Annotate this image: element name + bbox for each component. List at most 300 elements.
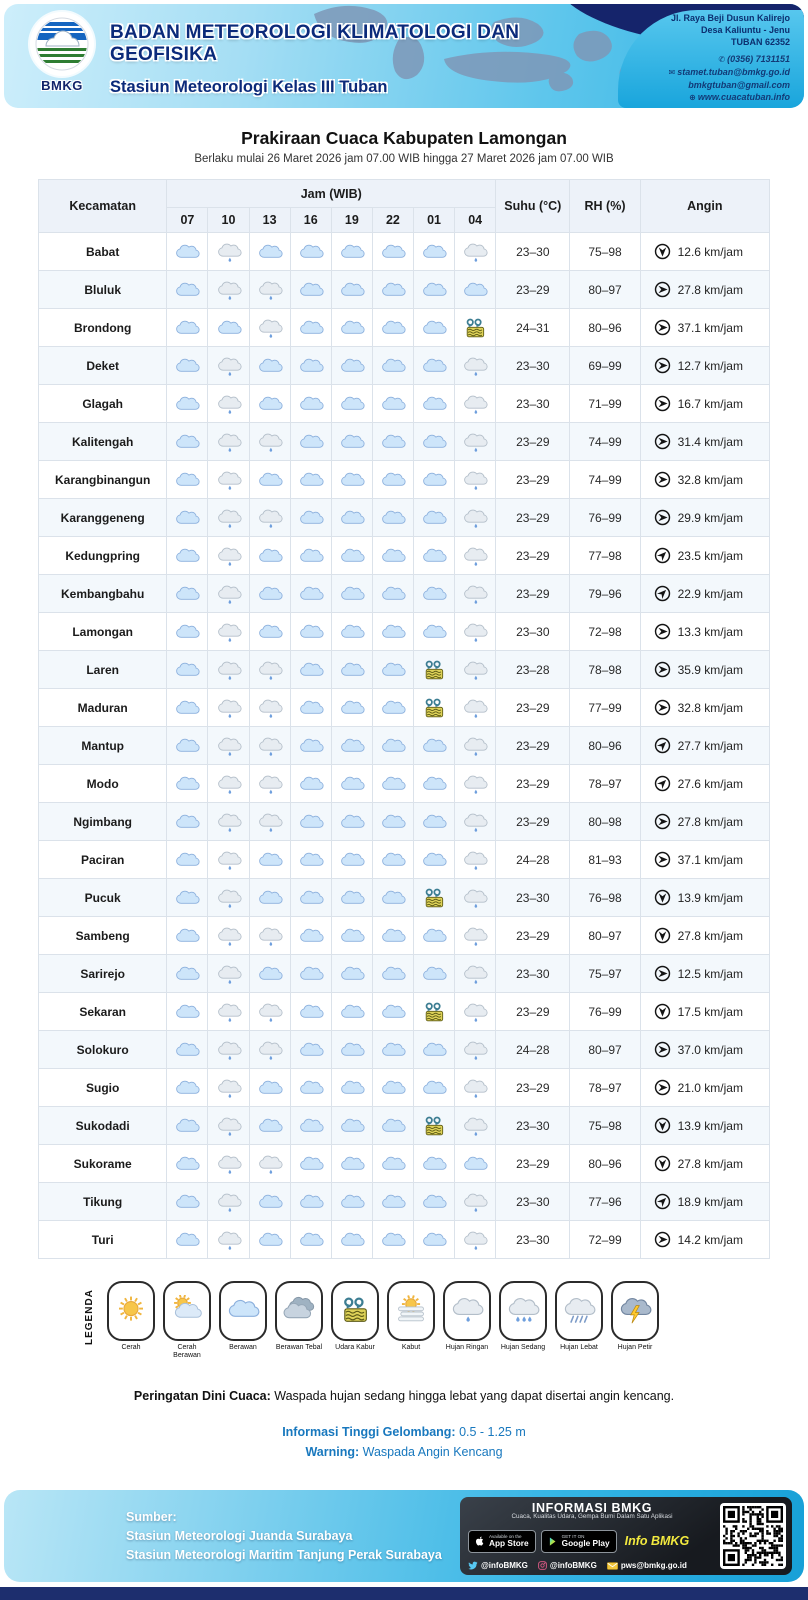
hujan-ringan-icon — [216, 586, 242, 600]
hujan-ringan-icon — [216, 1118, 242, 1132]
hujan-ringan-icon — [216, 1232, 242, 1246]
mail-icon: ✉ — [668, 68, 676, 78]
hujan-ringan-icon — [462, 1042, 488, 1056]
weather-cell — [372, 727, 413, 765]
hujan-ringan-icon — [257, 1004, 283, 1018]
weather-cell — [372, 423, 413, 461]
suhu-cell: 23–29 — [496, 1145, 570, 1183]
berawan-icon — [174, 776, 200, 790]
wind-speed: 22.9 km/jam — [677, 586, 743, 601]
berawan-icon — [339, 1194, 365, 1208]
berawan-icon — [380, 358, 406, 372]
wind-direction-icon — [654, 509, 671, 526]
rh-cell: 78–97 — [570, 765, 640, 803]
page-title: Prakiraan Cuaca Kabupaten Lamongan — [241, 128, 567, 148]
weather-cell — [455, 689, 496, 727]
berawan-icon — [257, 244, 283, 258]
weather-cell — [290, 1031, 331, 1069]
wind-speed: 27.6 km/jam — [677, 776, 743, 791]
berawan-icon — [174, 510, 200, 524]
kecamatan-cell: Laren — [39, 651, 167, 689]
legend-item-label: Hujan Ringan — [445, 1344, 489, 1351]
berawan-icon — [298, 548, 324, 562]
wind-direction-icon — [654, 319, 671, 336]
weather-cell — [455, 651, 496, 689]
weather-cell — [167, 841, 208, 879]
informasi-bmkg-content — [468, 1501, 716, 1571]
hujan-ringan-icon — [462, 852, 488, 866]
legend — [84, 1281, 808, 1359]
rh-cell: 78–97 — [570, 1069, 640, 1107]
weather-cell — [372, 309, 413, 347]
weather-cell — [249, 917, 290, 955]
berawan-icon — [421, 1232, 447, 1246]
weather-cell — [331, 1031, 372, 1069]
appstore-badge[interactable]: Available on the App Store — [468, 1530, 536, 1553]
weather-cell — [372, 651, 413, 689]
kecamatan-cell: Pucuk — [39, 879, 167, 917]
berawan-icon — [174, 662, 200, 676]
wind-direction-icon — [654, 471, 671, 488]
rh-cell: 80–96 — [570, 727, 640, 765]
weather-cell — [249, 1183, 290, 1221]
legend-item — [219, 1281, 267, 1359]
weather-cell — [249, 1069, 290, 1107]
weather-cell — [208, 803, 249, 841]
berawan-icon — [339, 396, 365, 410]
weather-cell — [414, 1031, 455, 1069]
wind-direction-icon — [654, 395, 671, 412]
bottom-navy-bar — [0, 1587, 808, 1600]
hujan-ringan-icon — [257, 1156, 283, 1170]
weather-cell — [331, 765, 372, 803]
angin-cell — [640, 385, 769, 423]
udara-kabur-icon — [338, 1294, 372, 1329]
weather-cell — [414, 575, 455, 613]
hujan-ringan-icon — [216, 662, 242, 676]
weather-cell — [455, 309, 496, 347]
kecamatan-cell: Deket — [39, 347, 167, 385]
berawan-icon — [298, 244, 324, 258]
envelope-icon — [607, 1562, 618, 1570]
legend-items — [107, 1281, 659, 1359]
legend-item — [443, 1281, 491, 1359]
weather-cell — [372, 271, 413, 309]
berawan-icon — [339, 776, 365, 790]
footer-banner — [4, 1490, 804, 1582]
weather-cell — [208, 1145, 249, 1183]
app-badges — [468, 1530, 716, 1553]
angin-cell — [640, 1107, 769, 1145]
rh-cell: 75–98 — [570, 233, 640, 271]
weather-cell — [208, 499, 249, 537]
weather-cell — [372, 613, 413, 651]
kecamatan-cell: Karangbinangun — [39, 461, 167, 499]
weather-cell — [331, 1183, 372, 1221]
hujan-ringan-icon — [257, 662, 283, 676]
weather-cell — [372, 1069, 413, 1107]
udara-kabur-icon — [462, 320, 488, 334]
weather-cell — [208, 765, 249, 803]
berawan-icon — [339, 1080, 365, 1094]
hujan-ringan-icon — [462, 1118, 488, 1132]
berawan-icon — [421, 320, 447, 334]
forecast-tbody — [39, 233, 770, 1259]
weather-cell — [290, 233, 331, 271]
weather-cell — [414, 1221, 455, 1259]
berawan-icon — [339, 434, 365, 448]
weather-cell — [372, 689, 413, 727]
hujan-ringan-icon — [462, 700, 488, 714]
early-warning-label: Peringatan Dini Cuaca: — [133, 1389, 271, 1404]
berawan-icon — [174, 1042, 200, 1056]
berawan-icon — [298, 472, 324, 486]
berawan-icon — [380, 928, 406, 942]
wind-speed: 37.0 km/jam — [677, 1042, 743, 1057]
berawan-icon — [380, 282, 406, 296]
berawan-icon — [298, 662, 324, 676]
wind-speed: 13.3 km/jam — [677, 624, 743, 639]
berawan-icon — [421, 244, 447, 258]
instagram-handle[interactable]: @infoBMKG — [538, 1561, 597, 1570]
wind-speed: 13.9 km/jam — [677, 890, 743, 905]
berawan-icon — [421, 358, 447, 372]
suhu-cell: 23–29 — [496, 271, 570, 309]
berawan-icon — [339, 1004, 365, 1018]
berawan-icon — [421, 814, 447, 828]
footer-wrap — [0, 1490, 808, 1600]
weather-cell — [455, 765, 496, 803]
hujan-lebat-icon — [562, 1292, 596, 1331]
weather-cell — [455, 917, 496, 955]
website-line: ⊕ www.cuacatuban.info — [689, 92, 790, 103]
play-icon — [548, 1536, 558, 1547]
berawan-icon — [339, 738, 365, 752]
wind-speed: 12.7 km/jam — [677, 358, 743, 373]
angin-cell — [640, 233, 769, 271]
legend-item-label: Udara Kabur — [335, 1344, 375, 1351]
weather-cell — [414, 1183, 455, 1221]
berawan-icon — [421, 966, 447, 980]
kecamatan-cell: Sekaran — [39, 993, 167, 1031]
suhu-cell: 23–30 — [496, 1183, 570, 1221]
weather-cell — [167, 765, 208, 803]
wind-direction-icon — [654, 433, 671, 450]
googleplay-badge[interactable]: GET IT ON Google Play — [541, 1530, 617, 1553]
hujan-ringan-icon — [216, 434, 242, 448]
weather-cell — [290, 271, 331, 309]
weather-cell — [249, 993, 290, 1031]
wind-direction-icon — [654, 661, 671, 678]
weather-cell — [249, 461, 290, 499]
suhu-cell: 23–29 — [496, 993, 570, 1031]
weather-cell — [290, 917, 331, 955]
berawan-icon — [380, 396, 406, 410]
suhu-cell: 23–30 — [496, 955, 570, 993]
weather-cell — [167, 993, 208, 1031]
berawan-icon — [421, 928, 447, 942]
weather-cell — [290, 309, 331, 347]
berawan-icon — [339, 1232, 365, 1246]
kecamatan-cell: Bluluk — [39, 271, 167, 309]
hujan-ringan-icon — [216, 282, 242, 296]
suhu-cell: 23–30 — [496, 233, 570, 271]
hujan-ringan-icon — [216, 472, 242, 486]
weather-cell — [167, 689, 208, 727]
email-handle[interactable]: pws@bmkg.go.id — [607, 1561, 687, 1570]
legend-item — [275, 1281, 323, 1359]
berawan-icon — [339, 244, 365, 258]
hujan-ringan-icon — [216, 396, 242, 410]
berawan-icon — [380, 472, 406, 486]
legend-item — [555, 1281, 603, 1359]
weather-cell — [372, 1183, 413, 1221]
berawan-icon — [421, 1194, 447, 1208]
berawan-icon — [298, 510, 324, 524]
legend-icon-box — [331, 1281, 379, 1341]
wind-speed: 31.4 km/jam — [677, 434, 743, 449]
berawan-icon — [380, 1004, 406, 1018]
info-bmkg-label: Info BMKG — [624, 1534, 690, 1548]
table-row — [39, 1031, 770, 1069]
weather-cell — [249, 955, 290, 993]
weather-cell — [414, 1145, 455, 1183]
weather-cell — [372, 803, 413, 841]
weather-cell — [455, 1031, 496, 1069]
angin-cell — [640, 1031, 769, 1069]
table-row — [39, 765, 770, 803]
legend-item-label: Cerah — [121, 1344, 141, 1351]
weather-cell — [331, 309, 372, 347]
weather-cell — [331, 651, 372, 689]
hujan-ringan-icon — [257, 434, 283, 448]
rh-cell: 72–99 — [570, 1221, 640, 1259]
weather-cell — [372, 1221, 413, 1259]
berawan-icon — [421, 510, 447, 524]
berawan-icon — [174, 320, 200, 334]
hujan-ringan-icon — [257, 282, 283, 296]
address-line: Jl. Raya Beji Dusun Kalirejo — [670, 13, 790, 23]
weather-cell — [249, 271, 290, 309]
rh-cell: 77–98 — [570, 537, 640, 575]
angin-cell — [640, 689, 769, 727]
berawan-icon — [339, 358, 365, 372]
weather-cell — [249, 423, 290, 461]
source-label: Sumber: — [126, 1510, 177, 1524]
rh-cell: 75–97 — [570, 955, 640, 993]
bmkg-logo-icon — [34, 16, 90, 72]
legend-icon-box — [443, 1281, 491, 1341]
table-row — [39, 1183, 770, 1221]
weather-cell — [249, 309, 290, 347]
weather-cell — [331, 271, 372, 309]
berawan-icon — [421, 1080, 447, 1094]
weather-cell — [249, 233, 290, 271]
udara-kabur-icon — [421, 890, 447, 904]
table-row — [39, 689, 770, 727]
source-line: Stasiun Meteorologi Juanda Surabaya — [126, 1528, 353, 1543]
weather-cell — [331, 727, 372, 765]
weather-cell — [208, 423, 249, 461]
weather-cell — [455, 537, 496, 575]
table-row — [39, 537, 770, 575]
rh-cell: 74–99 — [570, 423, 640, 461]
weather-cell — [290, 689, 331, 727]
weather-cell — [372, 537, 413, 575]
globe-icon: ⊕ — [689, 93, 696, 103]
weather-cell — [455, 613, 496, 651]
legend-icon-box — [387, 1281, 435, 1341]
weather-cell — [290, 727, 331, 765]
wind-direction-icon — [654, 243, 671, 260]
weather-cell — [414, 613, 455, 651]
weather-cell — [208, 651, 249, 689]
hujan-ringan-icon — [257, 738, 283, 752]
berawan-icon — [380, 966, 406, 980]
weather-cell — [167, 1183, 208, 1221]
legend-icon-box — [611, 1281, 659, 1341]
weather-cell — [208, 1107, 249, 1145]
angin-cell — [640, 1069, 769, 1107]
berawan-icon — [174, 1080, 200, 1094]
weather-cell — [455, 347, 496, 385]
weather-cell — [414, 537, 455, 575]
instagram-icon — [538, 1561, 547, 1570]
legend-item-label: Hujan Lebat — [560, 1344, 598, 1351]
wind-speed: 27.8 km/jam — [677, 814, 743, 829]
kecamatan-cell: Sukodadi — [39, 1107, 167, 1145]
wind-direction-icon — [654, 623, 671, 640]
weather-cell — [208, 347, 249, 385]
angin-cell — [640, 499, 769, 537]
berawan-icon — [421, 434, 447, 448]
table-row — [39, 993, 770, 1031]
phone-icon: ✆ — [718, 55, 726, 65]
rh-cell: 76–98 — [570, 879, 640, 917]
berawan-icon — [174, 282, 200, 296]
hujan-ringan-icon — [462, 586, 488, 600]
kecamatan-cell: Sukorame — [39, 1145, 167, 1183]
weather-cell — [455, 993, 496, 1031]
berawan-icon — [298, 1232, 324, 1246]
weather-cell — [372, 1107, 413, 1145]
weather-cell — [372, 385, 413, 423]
suhu-cell: 23–30 — [496, 1107, 570, 1145]
weather-cell — [414, 765, 455, 803]
berawan-icon — [421, 548, 447, 562]
hujan-ringan-icon — [462, 624, 488, 638]
berawan-icon — [380, 1194, 406, 1208]
hujan-ringan-icon — [216, 1004, 242, 1018]
legend-icon-box — [163, 1281, 211, 1341]
weather-cell — [455, 461, 496, 499]
table-row — [39, 803, 770, 841]
suhu-cell: 23–29 — [496, 1069, 570, 1107]
angin-cell — [640, 803, 769, 841]
berawan-icon — [174, 928, 200, 942]
weather-cell — [290, 499, 331, 537]
weather-cell — [208, 385, 249, 423]
berawan-icon — [380, 890, 406, 904]
berawan-icon — [174, 738, 200, 752]
hujan-sedang-icon — [506, 1292, 540, 1331]
berawan-icon — [380, 1232, 406, 1246]
weather-cell — [208, 841, 249, 879]
twitter-handle[interactable]: @infoBMKG — [468, 1561, 528, 1570]
weather-cell — [208, 233, 249, 271]
rh-cell: 76–99 — [570, 499, 640, 537]
weather-cell — [455, 727, 496, 765]
table-row — [39, 233, 770, 271]
weather-cell — [414, 1107, 455, 1145]
weather-cell — [208, 461, 249, 499]
kecamatan-cell: Sugio — [39, 1069, 167, 1107]
station-name: Stasiun Meteorologi Kelas III Tuban — [110, 78, 388, 96]
hujan-ringan-icon — [216, 1194, 242, 1208]
kecamatan-cell: Modo — [39, 765, 167, 803]
berawan-icon — [257, 586, 283, 600]
source-block — [126, 1508, 442, 1564]
legend-icon-box — [555, 1281, 603, 1341]
apple-icon — [475, 1535, 485, 1547]
berawan-icon — [339, 1156, 365, 1170]
weather-cell — [331, 1145, 372, 1183]
weather-cell — [290, 613, 331, 651]
table-row — [39, 613, 770, 651]
hujan-ringan-icon — [462, 1004, 488, 1018]
wind-speed: 21.0 km/jam — [677, 1080, 743, 1095]
weather-cell — [414, 385, 455, 423]
angin-cell — [640, 347, 769, 385]
hujan-ringan-icon — [462, 928, 488, 942]
berawan-icon — [380, 1080, 406, 1094]
table-row — [39, 1107, 770, 1145]
weather-cell — [455, 803, 496, 841]
table-row — [39, 879, 770, 917]
angin-cell — [640, 841, 769, 879]
berawan-icon — [174, 966, 200, 980]
angin-cell — [640, 765, 769, 803]
wind-speed: 14.2 km/jam — [677, 1232, 743, 1247]
hujan-ringan-icon — [462, 472, 488, 486]
berawan-icon — [298, 814, 324, 828]
wind-speed: 12.5 km/jam — [677, 966, 743, 981]
wind-direction-icon — [654, 1155, 671, 1172]
weather-cell — [331, 1069, 372, 1107]
weather-cell — [331, 461, 372, 499]
weather-cell — [249, 347, 290, 385]
hujan-ringan-icon — [216, 358, 242, 372]
wind-speed: 16.7 km/jam — [677, 396, 743, 411]
hour-header: 22 — [372, 208, 413, 233]
table-row — [39, 917, 770, 955]
rh-cell: 79–96 — [570, 575, 640, 613]
suhu-cell: 24–28 — [496, 841, 570, 879]
berawan-icon — [421, 852, 447, 866]
berawan-icon — [174, 890, 200, 904]
kecamatan-cell: Ngimbang — [39, 803, 167, 841]
suhu-cell: 23–29 — [496, 423, 570, 461]
berawan-icon — [380, 1156, 406, 1170]
table-row — [39, 1069, 770, 1107]
weather-cell — [414, 271, 455, 309]
weather-cell — [167, 917, 208, 955]
berawan-icon — [298, 1004, 324, 1018]
weather-cell — [331, 385, 372, 423]
col-header-suhu: Suhu (°C) — [496, 180, 570, 233]
weather-cell — [249, 727, 290, 765]
table-row — [39, 385, 770, 423]
